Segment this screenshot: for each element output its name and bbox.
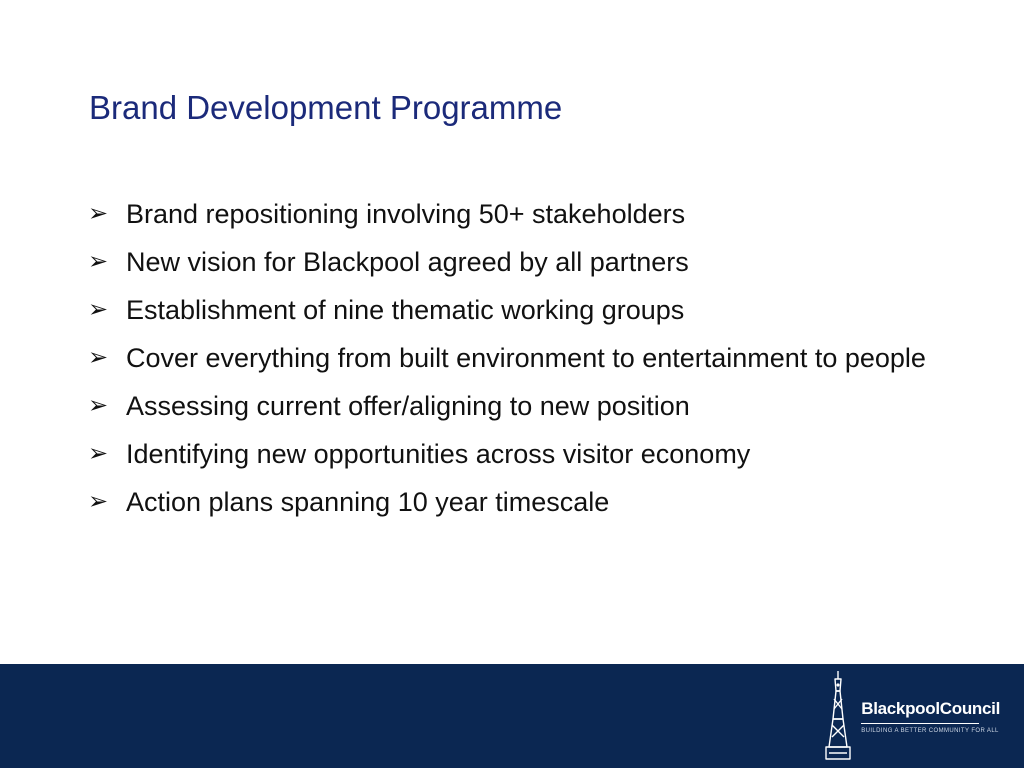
logo-divider xyxy=(861,723,979,724)
bullet-text: Brand repositioning involving 50+ stakeholders xyxy=(126,199,686,229)
arrow-bullet-icon: ➢ xyxy=(88,296,109,323)
arrow-bullet-icon: ➢ xyxy=(88,392,109,419)
arrow-bullet-icon: ➢ xyxy=(88,200,109,227)
bullet-text: Assessing current offer/aligning to new position xyxy=(126,391,690,421)
bullet-item xyxy=(88,194,968,234)
bullet-text: Cover everything from built environment to entertainment to people xyxy=(126,343,926,373)
bullet-text: New vision for Blackpool agreed by all partners xyxy=(126,247,689,277)
arrow-bullet-icon: ➢ xyxy=(88,248,109,275)
logo-tagline: BUILDING A BETTER COMMUNITY FOR ALL xyxy=(861,728,999,734)
bullet-text: Identifying new opportunities across visitor economy xyxy=(126,439,751,469)
arrow-bullet-icon: ➢ xyxy=(88,344,109,371)
bullet-item xyxy=(88,482,968,522)
slide-title: Brand Development Programme xyxy=(89,89,563,126)
arrow-bullet-icon: ➢ xyxy=(88,488,109,515)
arrow-bullet-icon: ➢ xyxy=(88,440,109,467)
logo-text xyxy=(861,698,1000,734)
bullet-item xyxy=(88,386,968,426)
bullet-item xyxy=(88,242,968,282)
bullet-text: Establishment of nine thematic working groups xyxy=(126,295,685,325)
bullet-list xyxy=(88,194,968,530)
bullet-text: Action plans spanning 10 year timescale xyxy=(126,487,610,517)
bullet-item xyxy=(88,434,968,474)
blackpool-tower-icon xyxy=(823,669,853,763)
logo-name: BlackpoolCouncil xyxy=(861,699,1000,718)
bullet-item xyxy=(88,338,968,378)
blackpool-council-logo xyxy=(823,668,1000,764)
bullet-item xyxy=(88,290,968,330)
